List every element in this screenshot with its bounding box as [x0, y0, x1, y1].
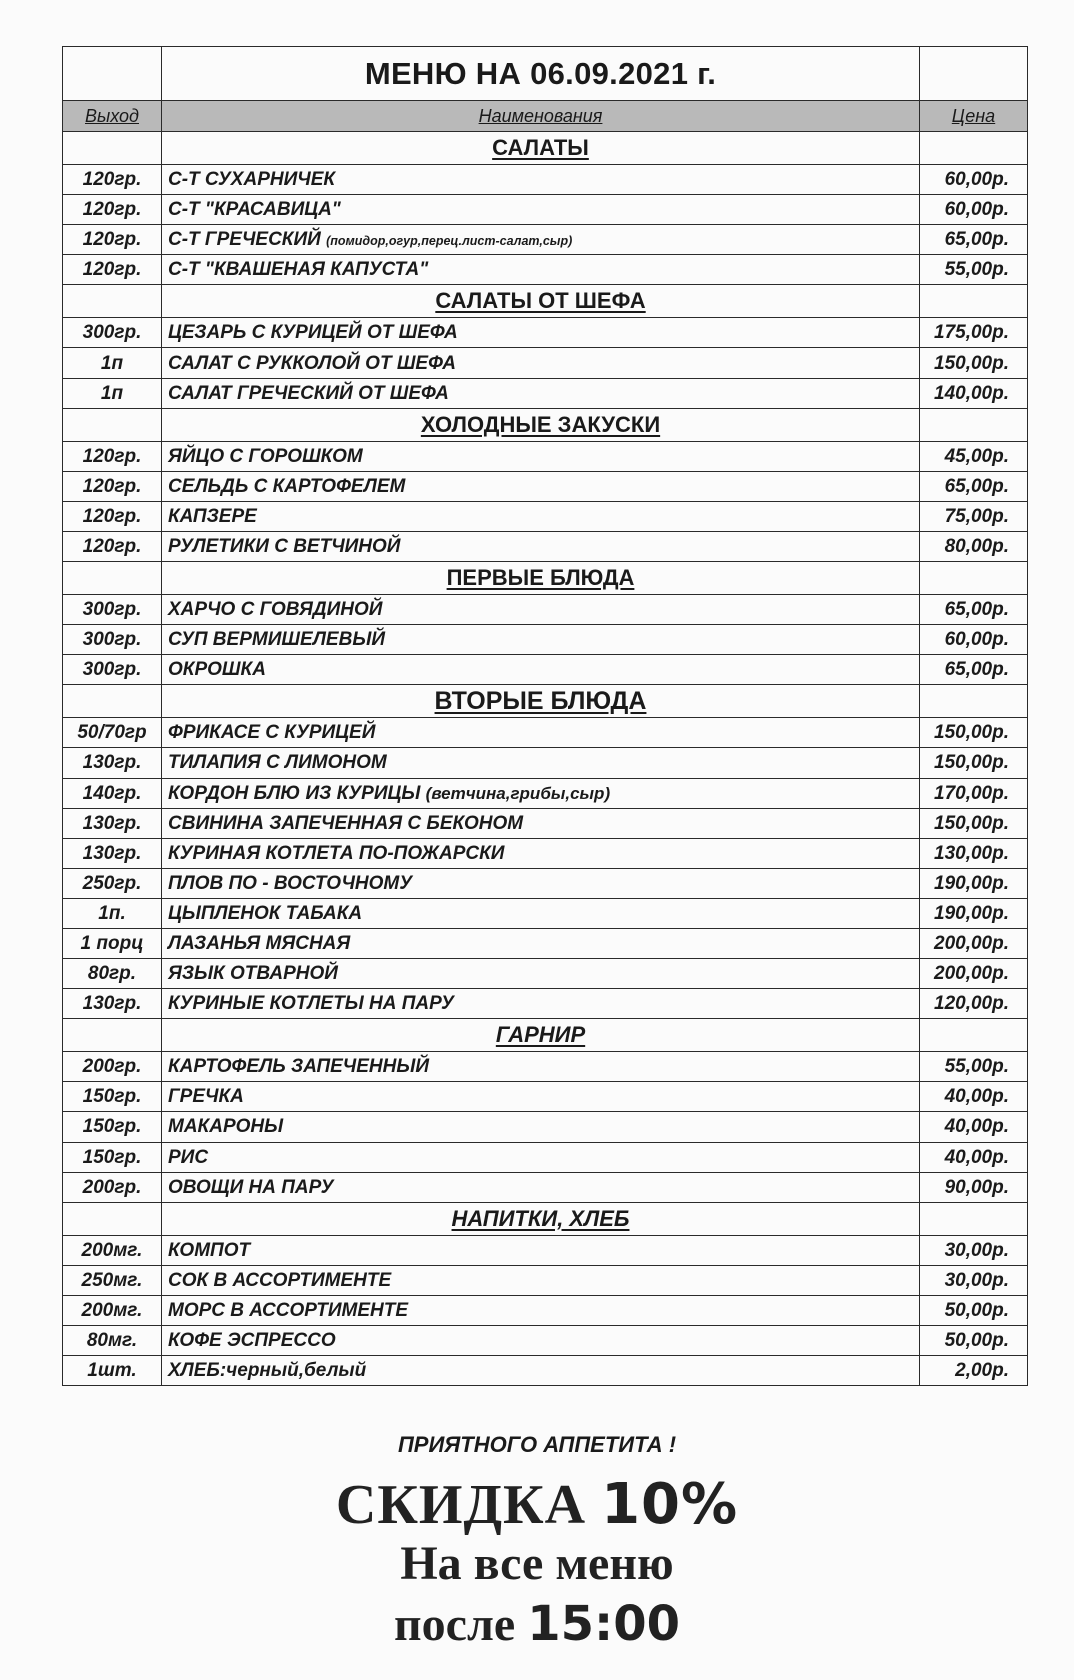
item-name: МАКАРОНЫ [168, 1116, 284, 1138]
item-portion: 1п [63, 378, 162, 408]
item-price: 60,00р. [920, 165, 1028, 195]
section-empty-right [920, 408, 1028, 441]
header-row [63, 101, 1028, 132]
item-name-cell [162, 625, 920, 655]
item-price: 200,00р. [920, 959, 1028, 989]
item-portion: 300гр. [63, 318, 162, 348]
item-portion: 50/70гр [63, 718, 162, 748]
item-name-cell [162, 1052, 920, 1082]
item-name-cell [162, 898, 920, 928]
section-row [63, 1202, 1028, 1235]
item-price: 40,00р. [920, 1082, 1028, 1112]
item-price: 150,00р. [920, 748, 1028, 778]
menu-table [62, 46, 1028, 1386]
item-name: ХЛЕБ:черный,белый [168, 1360, 367, 1382]
menu-item-row [63, 655, 1028, 685]
item-portion: 150гр. [63, 1112, 162, 1142]
section-empty-left [63, 562, 162, 595]
item-portion: 300гр. [63, 595, 162, 625]
item-name-cell [162, 1326, 920, 1356]
header-out: Выход [63, 101, 162, 132]
item-name: РУЛЕТИКИ С ВЕТЧИНОЙ [168, 535, 401, 557]
item-price: 175,00р. [920, 318, 1028, 348]
menu-item-row [63, 718, 1028, 748]
menu-item-row [63, 595, 1028, 625]
after-time-value: 15:00 [527, 1596, 680, 1652]
item-portion: 200гр. [63, 1172, 162, 1202]
section-title: ВТОРЫЕ БЛЮДА [162, 685, 920, 718]
item-name: КОФЕ ЭСПРЕССО [168, 1330, 336, 1352]
section-row [63, 285, 1028, 318]
item-price: 65,00р. [920, 471, 1028, 501]
item-name: С-Т ГРЕЧЕСКИЙ [168, 229, 321, 251]
item-name: ГРЕЧКА [168, 1086, 244, 1108]
item-name: ЯЙЦО С ГОРОШКОМ [168, 445, 363, 467]
item-portion: 200мг. [63, 1295, 162, 1325]
after-time-line [0, 1596, 1074, 1652]
menu-item-row [63, 928, 1028, 958]
after-word: после [394, 1598, 516, 1651]
discount-word: СКИДКА [335, 1474, 587, 1536]
item-name: ЦЕЗАРЬ С КУРИЦЕЙ ОТ ШЕФА [168, 322, 458, 344]
item-name: МОРС В АССОРТИМЕНТЕ [168, 1299, 408, 1321]
menu-item-row [63, 959, 1028, 989]
item-price: 140,00р. [920, 378, 1028, 408]
section-empty-right [920, 285, 1028, 318]
menu-item-row [63, 1052, 1028, 1082]
item-name-cell [162, 808, 920, 838]
menu-item-row [63, 1235, 1028, 1265]
item-name-cell [162, 718, 920, 748]
section-empty-left [63, 132, 162, 165]
menu-item-row [63, 1112, 1028, 1142]
section-empty-right [920, 1019, 1028, 1052]
all-menu-line: На все меню [400, 1537, 674, 1590]
item-portion: 80гр. [63, 959, 162, 989]
item-price: 150,00р. [920, 808, 1028, 838]
item-name-cell [162, 348, 920, 378]
item-price: 45,00р. [920, 441, 1028, 471]
item-portion: 250гр. [63, 868, 162, 898]
section-empty-left [63, 685, 162, 718]
section-title: ПЕРВЫЕ БЛЮДА [162, 562, 920, 595]
item-price: 30,00р. [920, 1235, 1028, 1265]
menu-item-row [63, 625, 1028, 655]
item-note: (помидор,огур,перец.лист-салат,сыр) [326, 234, 573, 249]
item-name: С-Т "КРАСАВИЦА" [168, 199, 341, 221]
menu-item-row [63, 501, 1028, 531]
section-empty-left [63, 408, 162, 441]
item-name-cell [162, 318, 920, 348]
discount-value: 10% [601, 1472, 739, 1537]
item-name: С-Т СУХАРНИЧЕК [168, 169, 336, 191]
item-name: С-Т "КВАШЕНАЯ КАПУСТА" [168, 259, 429, 281]
item-name-cell [162, 1356, 920, 1386]
item-price: 55,00р. [920, 255, 1028, 285]
item-name-cell [162, 1265, 920, 1295]
item-name-cell [162, 1142, 920, 1172]
menu-item-row [63, 378, 1028, 408]
header-name: Наименования [162, 101, 920, 132]
item-price: 90,00р. [920, 1172, 1028, 1202]
item-portion: 120гр. [63, 225, 162, 255]
menu-item-row [63, 318, 1028, 348]
item-price: 150,00р. [920, 348, 1028, 378]
item-name-cell [162, 1295, 920, 1325]
section-row [63, 408, 1028, 441]
item-name: КАРТОФЕЛЬ ЗАПЕЧЕННЫЙ [168, 1056, 430, 1078]
section-title: ХОЛОДНЫЕ ЗАКУСКИ [162, 408, 920, 441]
footer-wish: ПРИЯТНОГО АППЕТИТА ! [397, 1432, 677, 1457]
item-portion: 200мг. [63, 1235, 162, 1265]
menu-title: МЕНЮ НА 06.09.2021 г. [162, 47, 920, 101]
item-name: САЛАТ ГРЕЧЕСКИЙ ОТ ШЕФА [168, 382, 449, 404]
item-portion: 1п [63, 348, 162, 378]
item-name-cell [162, 989, 920, 1019]
item-name: САЛАТ С РУККОЛОЙ ОТ ШЕФА [168, 352, 456, 374]
item-price: 120,00р. [920, 989, 1028, 1019]
item-portion: 120гр. [63, 471, 162, 501]
item-portion: 1п. [63, 898, 162, 928]
item-name-cell [162, 1235, 920, 1265]
menu-item-row [63, 778, 1028, 808]
item-price: 40,00р. [920, 1112, 1028, 1142]
section-empty-right [920, 132, 1028, 165]
item-name: СОК В АССОРТИМЕНТЕ [168, 1269, 392, 1291]
item-portion: 80мг. [63, 1326, 162, 1356]
section-row [63, 132, 1028, 165]
menu-item-row [63, 225, 1028, 255]
item-portion: 120гр. [63, 501, 162, 531]
menu-item-row [63, 531, 1028, 561]
item-name-cell [162, 1082, 920, 1112]
item-price: 200,00р. [920, 928, 1028, 958]
item-name-cell [162, 165, 920, 195]
item-price: 65,00р. [920, 225, 1028, 255]
header-price: Цена [920, 101, 1028, 132]
item-portion: 150гр. [63, 1142, 162, 1172]
item-name: ЯЗЫК ОТВАРНОЙ [168, 963, 338, 985]
item-price: 60,00р. [920, 195, 1028, 225]
section-row [63, 1019, 1028, 1052]
title-empty-right [920, 47, 1028, 101]
item-name-cell [162, 225, 920, 255]
item-name: КУРИНАЯ КОТЛЕТА ПО-ПОЖАРСКИ [168, 842, 505, 864]
menu-item-row [63, 748, 1028, 778]
item-portion: 140гр. [63, 778, 162, 808]
item-price: 65,00р. [920, 655, 1028, 685]
title-empty-left [63, 47, 162, 101]
item-name: ПЛОВ ПО - ВОСТОЧНОМУ [168, 872, 413, 894]
menu-item-row [63, 1082, 1028, 1112]
item-name-cell [162, 1112, 920, 1142]
item-portion: 1шт. [63, 1356, 162, 1386]
item-portion: 300гр. [63, 625, 162, 655]
item-name-cell [162, 959, 920, 989]
item-price: 40,00р. [920, 1142, 1028, 1172]
menu-body [63, 47, 1028, 1386]
section-title: НАПИТКИ, ХЛЕБ [162, 1202, 920, 1235]
menu-item-row [63, 165, 1028, 195]
item-price: 80,00р. [920, 531, 1028, 561]
item-price: 2,00р. [920, 1356, 1028, 1386]
item-price: 55,00р. [920, 1052, 1028, 1082]
section-empty-left [63, 1202, 162, 1235]
item-price: 60,00р. [920, 625, 1028, 655]
item-note: (ветчина,грибы,сыр) [425, 783, 611, 803]
item-name-cell [162, 378, 920, 408]
menu-item-row [63, 471, 1028, 501]
menu-item-row [63, 255, 1028, 285]
item-name-cell [162, 868, 920, 898]
item-name-cell [162, 531, 920, 561]
menu-item-row [63, 348, 1028, 378]
item-portion: 200гр. [63, 1052, 162, 1082]
item-name: КУРИНЫЕ КОТЛЕТЫ НА ПАРУ [168, 993, 454, 1015]
item-portion: 120гр. [63, 441, 162, 471]
menu-item-row [63, 868, 1028, 898]
section-empty-right [920, 685, 1028, 718]
menu-item-row [63, 808, 1028, 838]
item-portion: 250мг. [63, 1265, 162, 1295]
item-price: 130,00р. [920, 838, 1028, 868]
item-price: 150,00р. [920, 718, 1028, 748]
menu-item-row [63, 1295, 1028, 1325]
section-row [63, 562, 1028, 595]
item-name-cell [162, 655, 920, 685]
discount-line [0, 1472, 1074, 1537]
item-portion: 130гр. [63, 838, 162, 868]
item-name: ХАРЧО С ГОВЯДИНОЙ [168, 599, 383, 621]
item-name-cell [162, 195, 920, 225]
menu-item-row [63, 195, 1028, 225]
menu-item-row [63, 1326, 1028, 1356]
item-name: ЦЫПЛЕНОК ТАБАКА [168, 902, 363, 924]
menu-item-row [63, 1142, 1028, 1172]
item-portion: 130гр. [63, 808, 162, 838]
item-portion: 120гр. [63, 531, 162, 561]
item-portion: 120гр. [63, 195, 162, 225]
item-name-cell [162, 838, 920, 868]
item-portion: 300гр. [63, 655, 162, 685]
item-name-cell [162, 1172, 920, 1202]
item-price: 30,00р. [920, 1265, 1028, 1295]
menu-item-row [63, 838, 1028, 868]
menu-item-row [63, 1265, 1028, 1295]
item-name: ЛАЗАНЬЯ МЯСНАЯ [168, 933, 351, 955]
item-portion: 130гр. [63, 748, 162, 778]
item-name-cell [162, 928, 920, 958]
item-name: ОВОЩИ НА ПАРУ [168, 1176, 334, 1198]
item-name: ФРИКАСЕ С КУРИЦЕЙ [168, 722, 376, 744]
item-name-cell [162, 595, 920, 625]
section-empty-left [63, 1019, 162, 1052]
section-title: САЛАТЫ ОТ ШЕФА [162, 285, 920, 318]
item-name: СВИНИНА ЗАПЕЧЕННАЯ С БЕКОНОМ [168, 812, 524, 834]
section-empty-left [63, 285, 162, 318]
item-name: ОКРОШКА [168, 659, 266, 681]
menu-item-row [63, 1172, 1028, 1202]
item-price: 50,00р. [920, 1326, 1028, 1356]
item-price: 50,00р. [920, 1295, 1028, 1325]
item-price: 190,00р. [920, 868, 1028, 898]
title-row [63, 47, 1028, 101]
item-price: 170,00р. [920, 778, 1028, 808]
item-portion: 120гр. [63, 165, 162, 195]
section-empty-right [920, 1202, 1028, 1235]
item-portion: 1 порц [63, 928, 162, 958]
item-name-cell [162, 471, 920, 501]
item-name: ТИЛАПИЯ С ЛИМОНОМ [168, 752, 387, 774]
section-row [63, 685, 1028, 718]
section-title: ГАРНИР [162, 1019, 920, 1052]
item-name: КОРДОН БЛЮ ИЗ КУРИЦЫ [168, 782, 421, 804]
item-price: 75,00р. [920, 501, 1028, 531]
item-name: СЕЛЬДЬ С КАРТОФЕЛЕМ [168, 475, 406, 497]
item-portion: 130гр. [63, 989, 162, 1019]
item-price: 65,00р. [920, 595, 1028, 625]
item-name-cell [162, 748, 920, 778]
menu-item-row [63, 441, 1028, 471]
menu-item-row [63, 1356, 1028, 1386]
item-portion: 120гр. [63, 255, 162, 285]
menu-item-row [63, 989, 1028, 1019]
item-name: КАПЗЕРЕ [168, 505, 257, 527]
item-price: 190,00р. [920, 898, 1028, 928]
item-name: КОМПОТ [168, 1239, 251, 1261]
item-portion: 150гр. [63, 1082, 162, 1112]
menu-item-row [63, 898, 1028, 928]
section-title: САЛАТЫ [162, 132, 920, 165]
section-empty-right [920, 562, 1028, 595]
item-name: РИС [168, 1146, 209, 1168]
item-name-cell [162, 501, 920, 531]
item-name-cell [162, 255, 920, 285]
item-name-cell [162, 441, 920, 471]
item-name-cell [162, 778, 920, 808]
item-name: СУП ВЕРМИШЕЛЕВЫЙ [168, 629, 385, 651]
